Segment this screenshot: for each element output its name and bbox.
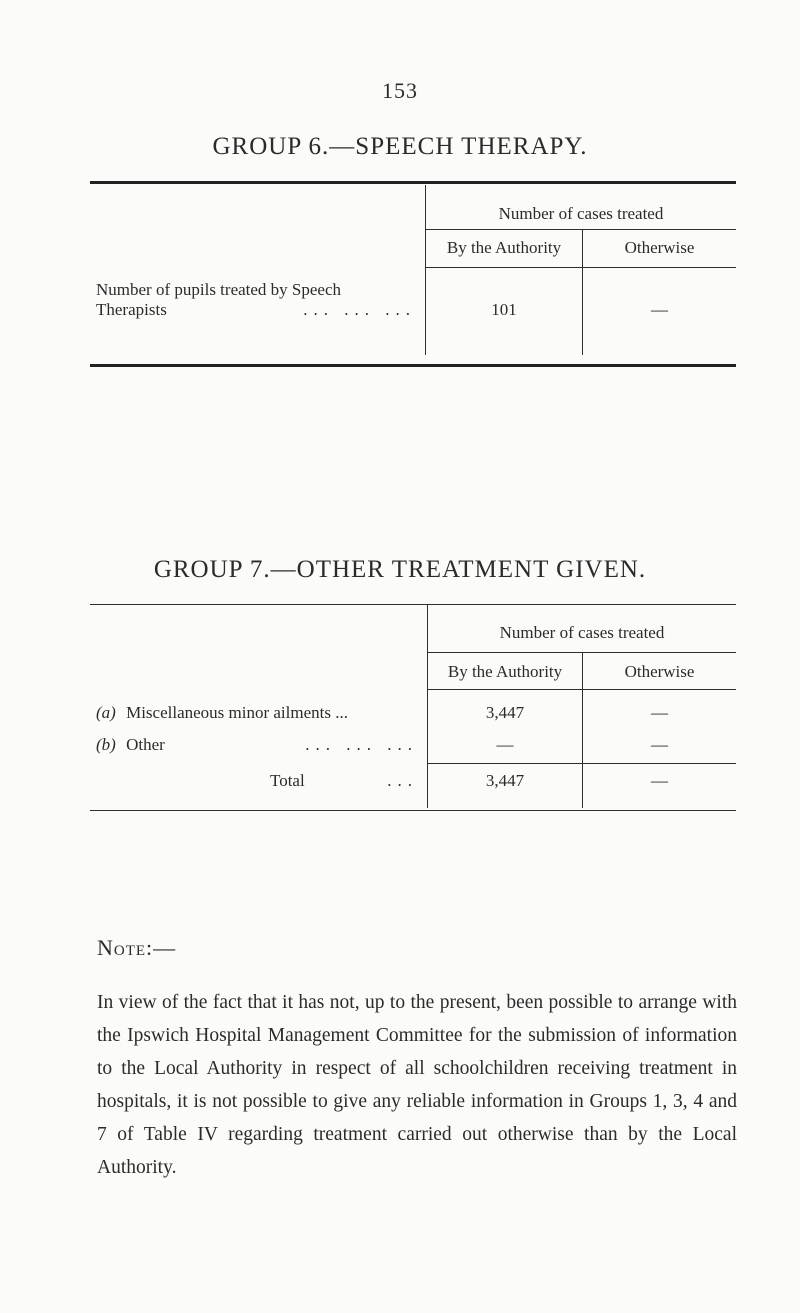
group7-total-rule: [428, 763, 736, 764]
group6-bottom-rule: [90, 364, 736, 367]
group6-by-authority-value: 101: [491, 300, 517, 319]
group7-row-b-by-authority: —: [496, 735, 514, 754]
group6-header-otherwise: Otherwise: [624, 238, 695, 257]
group6-header-rule: [426, 229, 736, 230]
note-text: In view of the fact that it has not, up to the present, been possible to arrange with the Ipswich Hospital Management Committee for the submission of information to the Local Authority in respect of all schoolchildren receiving treatment in hospitals, it is not possible to give any reliable information in Groups 1, 3, 4 and 7 of Table IV regarding treatment carried out otherwise than by the Local Authority.: [97, 992, 737, 1178]
group7-row-b-leader: ... ... ...: [305, 735, 418, 754]
group7-row-b-marker: (b): [96, 735, 116, 754]
group7-row-a-label: [96, 703, 418, 723]
group6-title: GROUP 6.—SPEECH THERAPY.: [212, 133, 588, 160]
group7-total-label-wrap: [270, 771, 418, 791]
group6-subheader-rule: [426, 267, 736, 268]
note-body: [97, 986, 737, 1184]
group6-row-label-line1: Number of pupils treated by Speech: [96, 280, 342, 299]
group6-row-leader: ... ... ...: [303, 300, 416, 319]
group7-total-by-authority: 3,447: [485, 771, 525, 790]
group7-subheader-rule: [428, 689, 736, 690]
group6-header-main: Number of cases treated: [498, 204, 664, 223]
note-label: Note:—: [97, 935, 177, 960]
group7-total-leader: ...: [387, 771, 418, 790]
group7-row-a-by-authority: 3,447: [485, 703, 525, 722]
group6-otherwise-value: —: [651, 300, 668, 319]
group6-row-label-line2: Therapists: [96, 300, 167, 319]
group7-bottom-rule: [90, 810, 736, 811]
group7-row-b-text: Other: [126, 735, 165, 754]
group7-row-b-otherwise: —: [651, 735, 668, 754]
group7-row-a-marker: (a): [96, 703, 116, 722]
group7-header-by-authority: By the Authority: [447, 662, 563, 681]
group7-row-a-otherwise: —: [651, 703, 668, 722]
group7-header-main: Number of cases treated: [499, 623, 665, 642]
group6-header-by-authority: By the Authority: [446, 238, 562, 257]
group7-total-otherwise: —: [651, 771, 668, 790]
group6-row-label: [96, 280, 416, 320]
group6-top-rule: [90, 181, 736, 184]
page-number: 153: [382, 78, 418, 103]
group7-row-a-text: Miscellaneous minor ailments ...: [126, 703, 348, 722]
group7-row-b-label: [96, 735, 418, 755]
group7-total-label: Total: [270, 771, 305, 790]
group7-top-rule: [90, 604, 736, 605]
group7-title: GROUP 7.—OTHER TREATMENT GIVEN.: [153, 556, 647, 583]
group7-header-otherwise: Otherwise: [624, 662, 695, 681]
